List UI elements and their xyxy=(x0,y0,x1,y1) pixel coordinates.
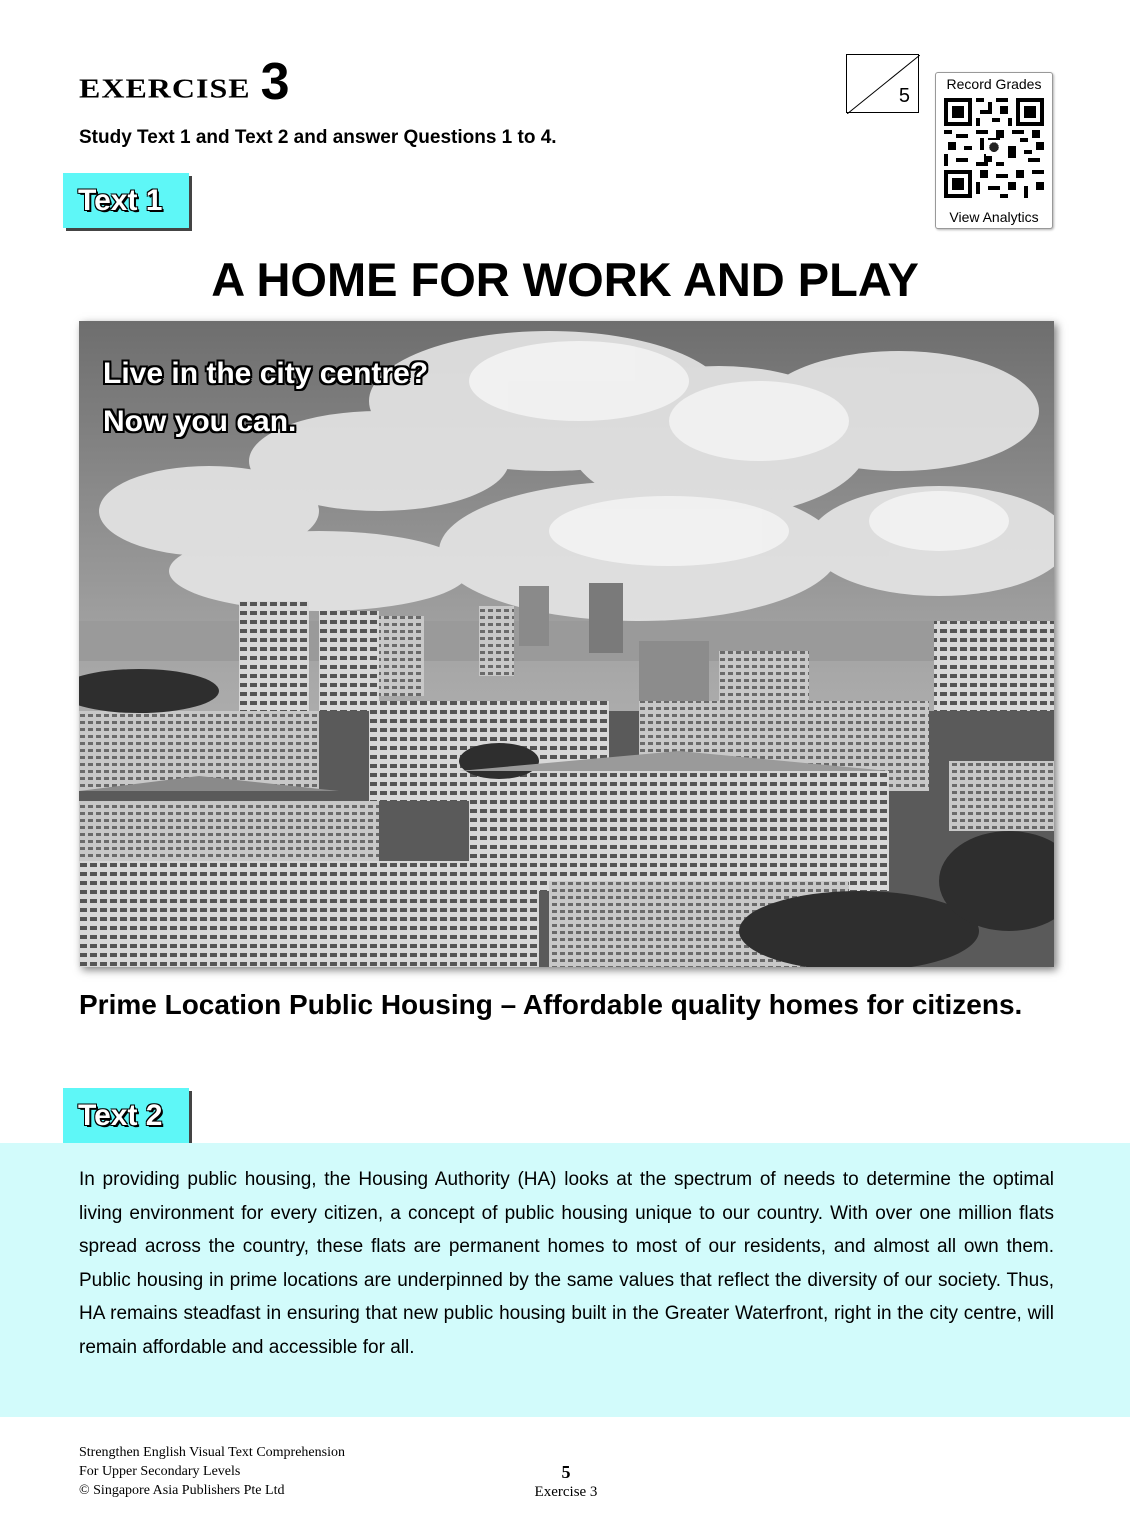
page-label: Exercise 3 xyxy=(534,1484,598,1500)
text2-body: In providing public housing, the Housing Authority (HA) looks at the spectrum of needs to determine the optimal living environment for every citizen, a concept of public housing unique to our country. With over one million flats spread across the country, these flats are permanent homes to most of our residents, and almost all own them. Public housing in prime locations are underpinned by the same values that reflect the diversity of our society. Thus, HA remains steadfast in ensuring that new public housing built in the Greater Waterfront, right in the city centre, will remain affordable and accessible for all. xyxy=(79,1169,1054,1358)
footer-publisher xyxy=(79,1443,345,1500)
exercise-number: 3 xyxy=(260,53,290,111)
city-skyline-photo xyxy=(79,321,1054,967)
qr-code-icon xyxy=(944,97,1044,199)
footer-page xyxy=(515,1461,617,1501)
qr-top-label: Record Grades xyxy=(946,76,1042,92)
text1-label: Text 1 xyxy=(63,173,189,228)
overlay-line-2: Now you can. xyxy=(103,405,297,438)
text2-label: Text 2 xyxy=(63,1088,189,1143)
footer-line-3: © Singapore Asia Publishers Pte Ltd xyxy=(79,1483,285,1498)
exercise-word: EXERCISE xyxy=(79,72,251,104)
footer-line-2: For Upper Secondary Levels xyxy=(79,1464,241,1479)
score-total: 5 xyxy=(898,85,910,107)
page-number: 5 xyxy=(561,1462,571,1482)
instruction-text: Study Text 1 and Text 2 and answer Questions 1 to 4. xyxy=(79,127,557,148)
overlay-line-1: Live in the city centre? xyxy=(103,357,429,390)
ad-title: A HOME FOR WORK AND PLAY xyxy=(211,253,919,306)
qr-bottom-label: View Analytics xyxy=(949,209,1039,225)
exercise-heading xyxy=(79,52,290,112)
qr-card[interactable] xyxy=(935,72,1053,229)
footer-line-1: Strengthen English Visual Text Comprehension xyxy=(79,1445,345,1460)
ad-tagline: Prime Location Public Housing – Affordable quality homes for citizens. xyxy=(79,989,1023,1020)
score-box xyxy=(846,54,919,113)
